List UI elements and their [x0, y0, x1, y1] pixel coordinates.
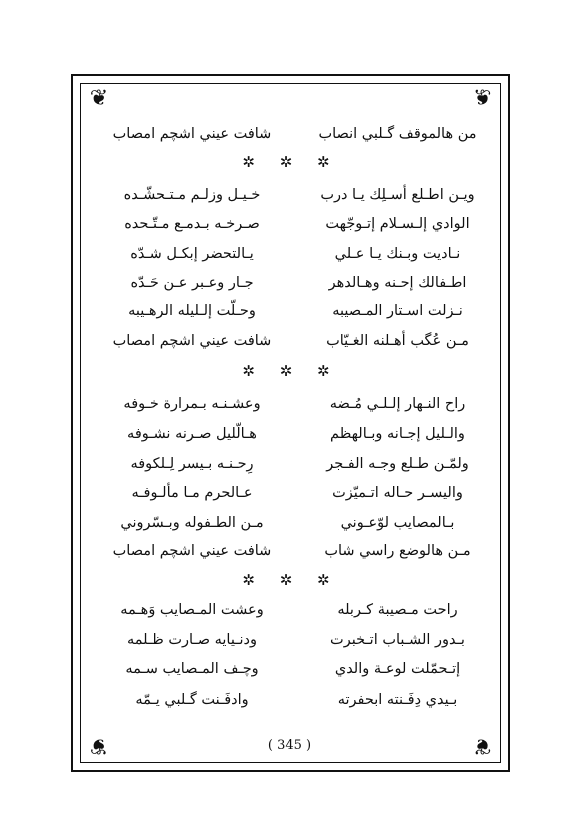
- verse-line: [92, 485, 490, 509]
- verse-right-half: واليسـر حـاله اتـميّزت: [332, 485, 463, 501]
- corner-ornament-icon: ❦: [472, 86, 492, 111]
- verse-left-half: رِحـنـه بـيسر لِـلكوفه: [130, 456, 254, 472]
- corner-ornament-icon: ❦: [472, 733, 492, 758]
- verse-right-half: نـزلت اسـتار المـصيبه: [332, 303, 463, 319]
- verse-line: [92, 187, 490, 211]
- verse-line: [92, 275, 490, 299]
- verse-left-half: جـار وعـبر عـن حَـدّه: [130, 275, 254, 291]
- verse-line: [92, 456, 490, 480]
- verse-left-half: هـالّليل صـرنه نشـوفه: [127, 426, 257, 442]
- section-divider-stars: ✲ ✲ ✲: [242, 362, 340, 380]
- verse-left-half: مـن الطـفوله وبـسّروني: [120, 515, 264, 531]
- verse-left-half: شافت عيني اشچم امصاب: [112, 543, 272, 559]
- section-divider-stars: ✲ ✲ ✲: [242, 571, 340, 589]
- verse-right-half: مـن عُگب أهـلنه الغـيّاب: [326, 333, 469, 349]
- verse-right-half: من هالموقف گـلبي انصاب: [318, 126, 477, 142]
- verse-right-half: الوادي إلـسـلام إتـوجّهت: [325, 216, 470, 232]
- verse-right-half: راح النـهار إلـلـي مُـضه: [329, 396, 466, 412]
- verse-right-half: راحت مـصيبة كـربله: [337, 602, 458, 618]
- verse-right-half: مـن هالوضع راسي شاب: [324, 543, 471, 559]
- verse-left-half: وعشـنـه بـمرارة خـوفه: [123, 396, 261, 412]
- verse-right-half: بـالمصايب لوّعـوني: [340, 515, 455, 531]
- verse-line: [92, 515, 490, 539]
- verse-line: [92, 543, 490, 567]
- verse-left-half: خـيـل وزلـم مـتـحشّـده: [123, 187, 261, 203]
- verse-right-half: نـاديت وبـنك يـا عـلي: [334, 246, 461, 262]
- verse-left-half: عـالحرم مـا مألـوفـه: [131, 485, 253, 501]
- verse-line: [92, 632, 490, 656]
- poem-header: [92, 126, 490, 150]
- verse-line: [92, 692, 490, 716]
- verse-right-half: بـيدي دِفَـنته ابحفرته: [337, 692, 458, 708]
- verse-left-half: يـالتحضر إبكـل شـدّه: [130, 246, 254, 262]
- verse-right-half: اطـفالك إحـنه وهـالدهر: [328, 275, 467, 291]
- verse-right-half: بـدور الشـباب اتـخبرت: [330, 632, 465, 648]
- verse-left-half: شافت عيني اشچم امصاب: [112, 333, 272, 349]
- verse-line: [92, 303, 490, 327]
- verse-left-half: صـرخـه بـدمـع مـتّـحده: [124, 216, 260, 232]
- verse-line: [92, 602, 490, 626]
- verse-left-half: شافت عيني اشچم امصاب: [112, 126, 272, 142]
- verse-line: [92, 396, 490, 420]
- corner-ornament-icon: ❦: [89, 86, 109, 111]
- verse-line: [92, 426, 490, 450]
- section-divider-stars: ✲ ✲ ✲: [242, 153, 340, 171]
- verse-line: [92, 333, 490, 357]
- verse-left-half: ودنـيايه صـارت ظـلمه: [127, 632, 257, 648]
- verse-left-half: وادفَـنت گـلبي يـمّه: [135, 692, 249, 708]
- corner-ornament-icon: ❦: [89, 733, 109, 758]
- verse-right-half: ويـن اطـلع أسـلِك يـا درب: [320, 187, 475, 203]
- verse-right-half: ولمّـن طـلع وجـه الفـجر: [326, 456, 469, 472]
- verse-left-half: وچـف المـصايب سـمه: [125, 661, 259, 677]
- verse-left-half: وعشت المـصايب وَهـمه: [120, 602, 264, 618]
- verse-right-half: والـليل إجـانه وبـالهظم: [330, 426, 465, 442]
- verse-line: [92, 216, 490, 240]
- verse-left-half: وحـلّت إلـليله الرهـيبه: [128, 303, 256, 319]
- page-number: ( 345 ): [267, 738, 312, 753]
- verse-line: [92, 661, 490, 685]
- verse-line: [92, 246, 490, 270]
- verse-right-half: إتـحمّلت لوعـة والدي: [334, 661, 461, 677]
